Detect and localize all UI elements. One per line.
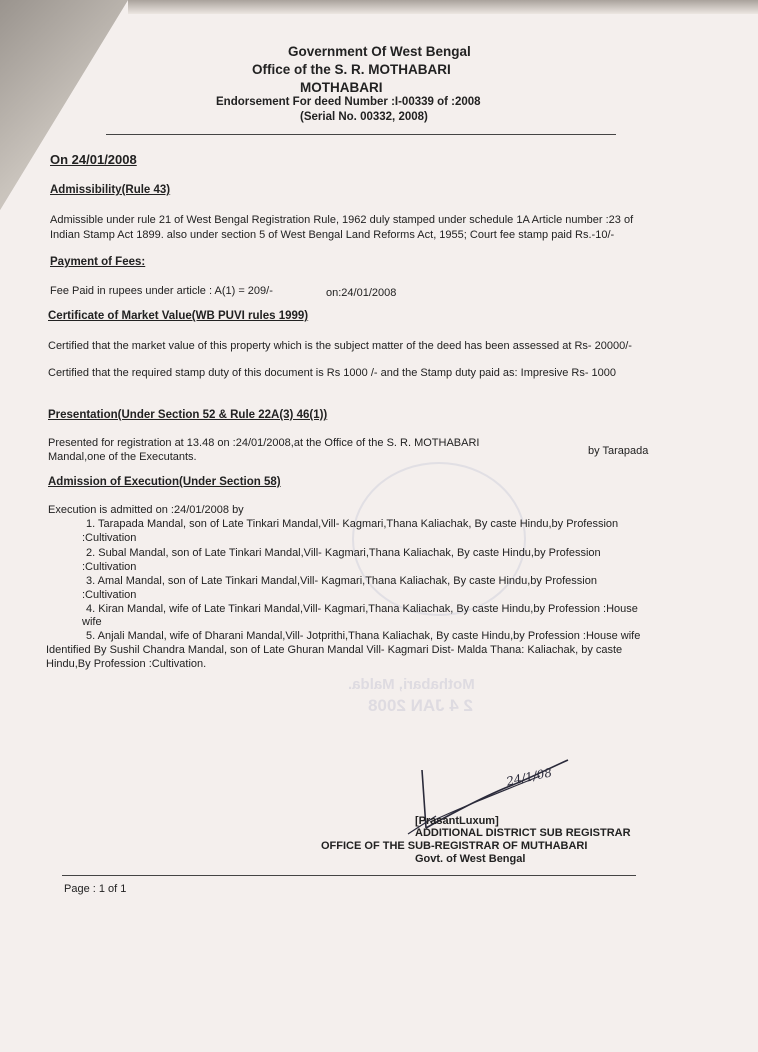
fees-title: Payment of Fees: [50,256,146,268]
market-value-title: Certificate of Market Value(WB PUVI rules 1999) [48,310,309,322]
presentation-line2: Mandal,one of the Executants. [48,451,197,463]
executant-4-profession: wife [82,616,102,628]
market-value-line2: Certified that the required stamp duty of this document is Rs 1000 /- and the Stamp duty paid as: Impresive Rs- 1000 [48,367,617,379]
signatory-title: ADDITIONAL DISTRICT SUB REGISTRAR [415,827,631,839]
execution-intro: Execution is admitted on :24/01/2008 by [48,504,244,516]
execution-title: Admission of Execution(Under Section 58) [48,476,281,488]
executant-2: 2. Subal Mandal, son of Late Tinkari Mandal,Vill- Kagmari,Thana Kaliachak, By caste Hindu,by Profession [86,547,601,559]
executant-1-profession: :Cultivation [82,532,137,544]
reverse-stamp-date: 2 4 JAN 2008 [368,696,473,715]
identifier-line1: Identified By Sushil Chandra Mandal, son of Late Ghuran Mandal Vill- Kagmari Dist- Malda Thana: Kaliachak, by caste [46,644,623,656]
handwritten-date: 24/1/08 [505,765,554,789]
identifier-line2: Hindu,By Profession :Cultivation. [46,658,207,670]
signatory-office: OFFICE OF THE SUB-REGISTRAR OF MUTHABARI [321,840,588,852]
signatory-govt: Govt. of West Bengal [415,853,526,865]
header-deed-number: Endorsement For deed Number :I-00339 of :2008 [216,96,481,108]
page-top-edge [128,0,758,14]
seal-impression [352,462,526,616]
presentation-presenter: by Tarapada [588,445,649,457]
market-value-line1: Certified that the market value of this property which is the subject matter of the deed has been assessed at Rs- 20000/- [48,340,632,352]
admissibility-title: Admissibility(Rule 43) [50,184,171,196]
header-place: MOTHABARI [300,80,383,95]
reverse-stamp-text: Mothabari, Malda. [348,676,475,693]
header-serial: (Serial No. 00332, 2008) [300,111,428,123]
header-government: Government Of West Bengal [288,44,471,59]
admissibility-line1: Admissible under rule 21 of West Bengal Registration Rule, 1962 duly stamped under schedule 1A Article number :23 of [50,214,634,226]
header-divider [106,134,616,135]
footer-divider [62,875,636,876]
executant-3-profession: :Cultivation [82,589,137,601]
executant-1: 1. Tarapada Mandal, son of Late Tinkari Mandal,Vill- Kagmari,Thana Kaliachak, By caste Hindu,by Profession [86,518,619,530]
executant-4: 4. Kiran Mandal, wife of Late Tinkari Mandal,Vill- Kagmari,Thana Kaliachak, By caste Hindu,by Profession :House [86,603,638,615]
executant-3: 3. Amal Mandal, son of Late Tinkari Mandal,Vill- Kagmari,Thana Kaliachak, By caste Hindu,by Profession [86,575,597,587]
signatory-name: [PrasantLuxum] [415,815,499,827]
admissibility-line2: Indian Stamp Act 1899. also under section 5 of West Bengal Land Reforms Act, 1955; Court fee stamp paid Rs.-10/- [50,229,615,241]
date-heading: On 24/01/2008 [50,152,137,167]
page-number: Page : 1 of 1 [64,883,127,895]
presentation-line1: Presented for registration at 13.48 on :24/01/2008,at the Office of the S. R. MOTHABARI [48,437,480,449]
fees-text: Fee Paid in rupees under article : A(1) = 209/- [50,285,273,297]
fees-date: on:24/01/2008 [326,287,397,299]
executant-2-profession: :Cultivation [82,561,137,573]
presentation-title: Presentation(Under Section 52 & Rule 22A(3) 46(1)) [48,409,328,421]
executant-5: 5. Anjali Mandal, wife of Dharani Mandal,Vill- Jotprithi,Thana Kaliachak, By caste Hindu,by Profession :House wife [86,630,641,642]
header-office: Office of the S. R. MOTHABARI [252,62,451,77]
